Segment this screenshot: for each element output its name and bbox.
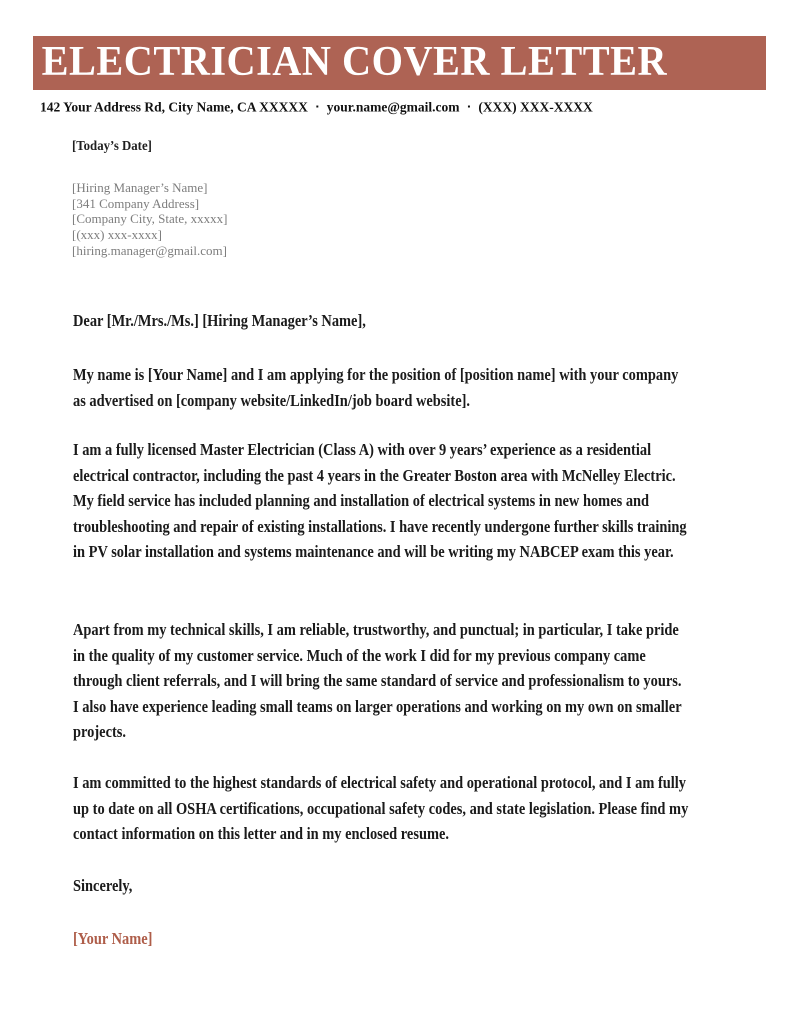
salutation: Dear [Mr./Mrs./Ms.] [Hiring Manager’s Name], bbox=[73, 311, 366, 330]
paragraph-introduction: My name is [Your Name] and I am applying for the position of [position name] with your company as advertised on [company website/LinkedIn/job board website]. bbox=[73, 365, 679, 410]
letter-date: [Today’s Date] bbox=[72, 138, 152, 153]
contact-email: your.name@gmail.com bbox=[326, 99, 460, 115]
bullet-separator-icon: ▪ bbox=[467, 102, 471, 111]
bullet-separator-icon: ▪ bbox=[315, 102, 319, 111]
contact-address: 142 Your Address Rd, City Name, CA XXXXX bbox=[40, 99, 308, 115]
recipient-city: [Company City, State, xxxxx] bbox=[72, 211, 228, 227]
page-title: ELECTRICIAN COVER LETTER bbox=[41, 39, 668, 85]
title-banner bbox=[33, 36, 766, 90]
recipient-street: [341 Company Address] bbox=[72, 195, 200, 211]
contact-info-line bbox=[40, 98, 593, 116]
recipient-block bbox=[72, 180, 228, 259]
paragraph-experience: I am a fully licensed Master Electrician (Class A) with over 9 years’ experience as a residential electrical contractor, including the past 4 years in the Greater Boston area with McNelley Electric. My field service has included planning and installation of electrical systems in new homes and troubleshooting and repair of existing installations. I have recently undergone further skills training in PV solar installation and systems maintenance and will be writing my NABCEP exam this year. bbox=[73, 440, 687, 562]
recipient-phone: [(xxx) xxx-xxxx] bbox=[72, 227, 162, 243]
recipient-name: [Hiring Manager’s Name] bbox=[72, 180, 208, 195]
contact-phone: (XXX) XXX-XXXX bbox=[478, 99, 593, 115]
paragraph-soft-skills: Apart from my technical skills, I am reliable, trustworthy, and punctual; in particular, I take pride in the quality of my customer service. Much of the work I did for my previous company came through client referrals, and I will bring the same standard of service and professionalism to yours. I also have experience leading small teams on larger operations and working on my own on smaller projects. bbox=[73, 620, 682, 742]
paragraph-safety-standards: I am committed to the highest standards of electrical safety and operational protocol, and I am fully up to date on all OSHA certifications, occupational safety codes, and state legislation. Please find my contact information on this letter and in my enclosed resume. bbox=[73, 773, 689, 844]
closing-line: Sincerely, bbox=[73, 876, 133, 895]
recipient-email: [hiring.manager@gmail.com] bbox=[72, 242, 227, 258]
signature-name: [Your Name] bbox=[73, 929, 153, 948]
